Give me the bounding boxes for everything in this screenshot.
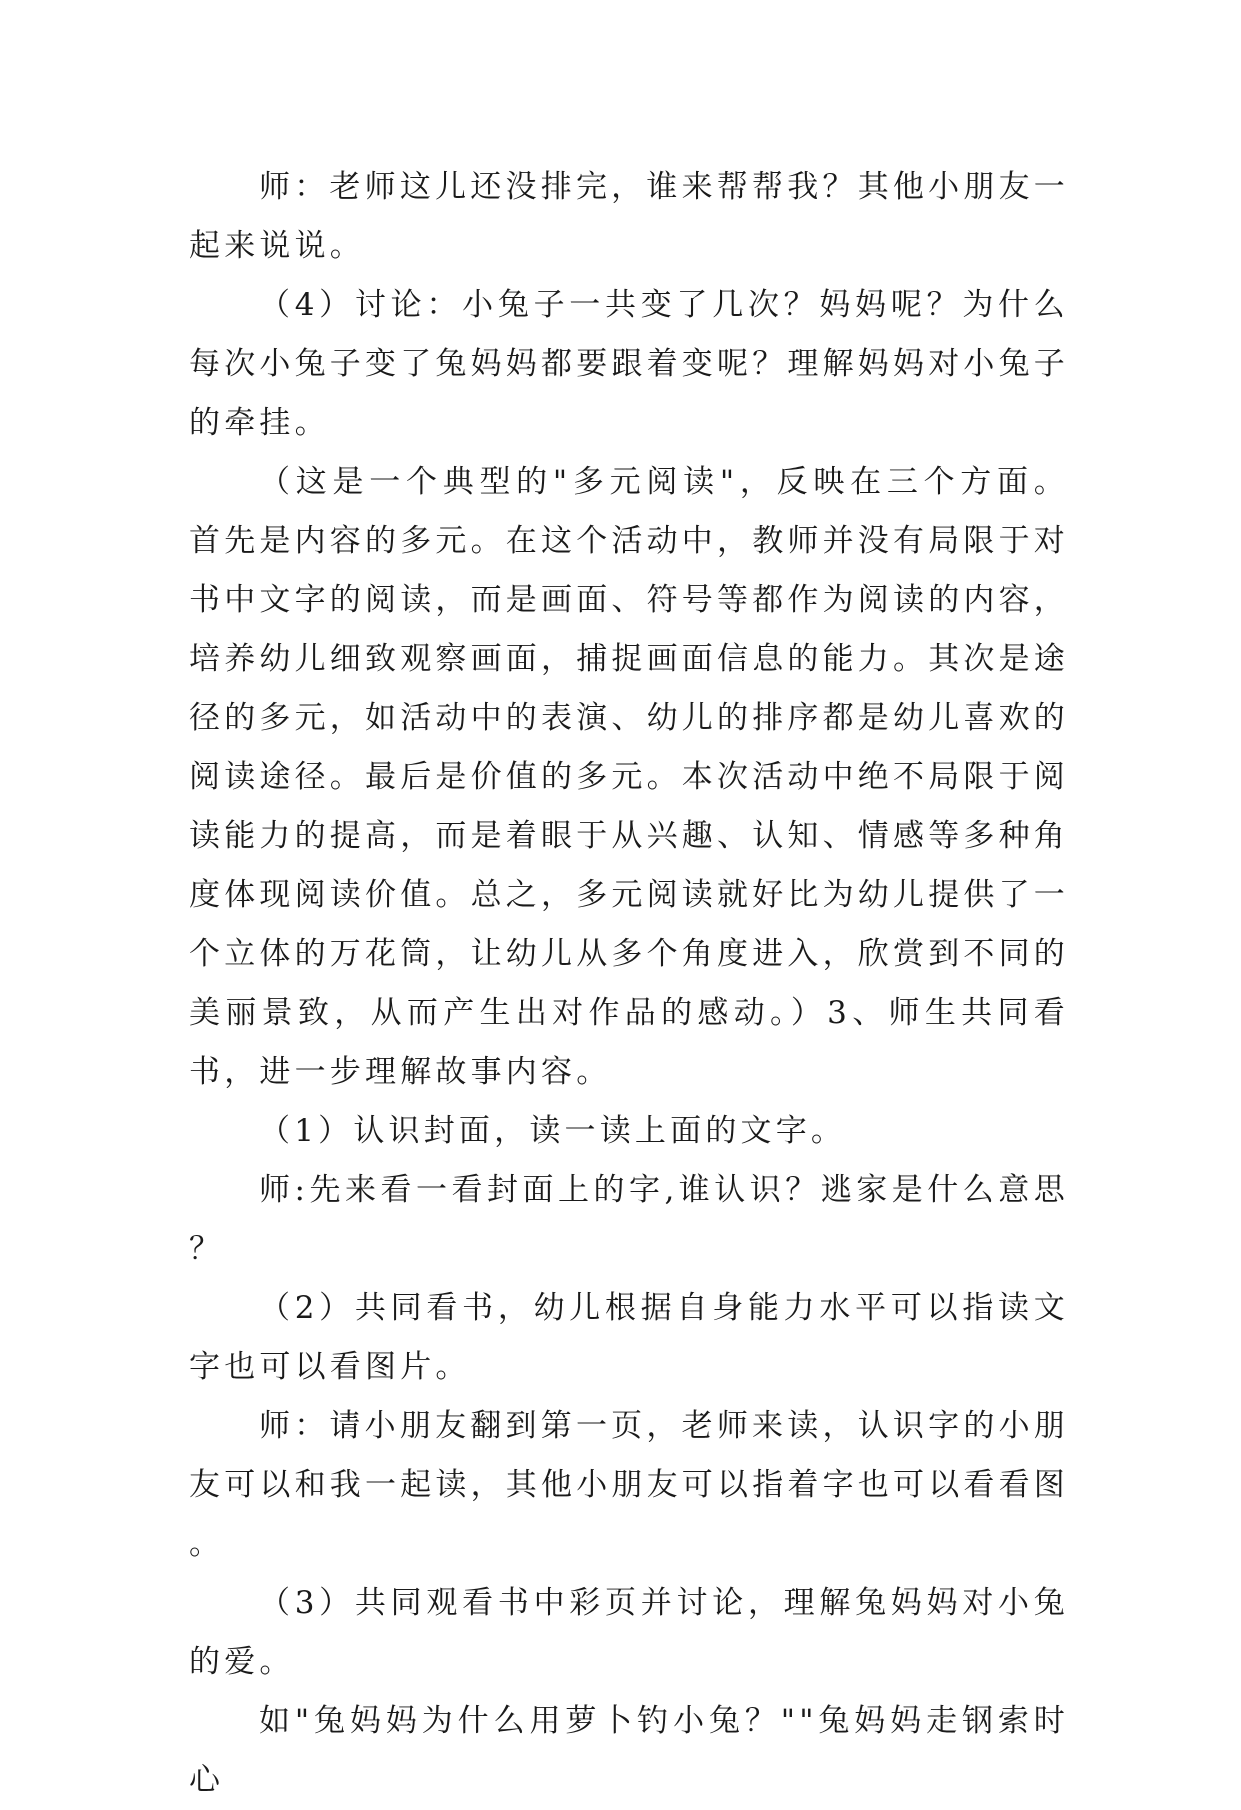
paragraph-teacher-first-page: 师：请小朋友翻到第一页，老师来读，认识字的小朋友可以和我一起读，其他小朋友可以指着字也可以看看图。 [189, 1408, 1069, 1562]
paragraph-example-questions: 如"兔妈妈为什么用萝卜钓小兔？""兔妈妈走钢索时心 [189, 1703, 1069, 1798]
paragraph-step-1-cover: （1）认识封面，读一读上面的文字。 [259, 1113, 847, 1149]
paragraph-discussion-4: （4）讨论：小兔子一共变了几次？妈妈呢？为什么每次小兔子变了兔妈妈都要跟着变呢？理解妈妈对小兔子的牵挂。 [189, 287, 1069, 441]
paragraph-step-2-reading: （2）共同看书，幼儿根据自身能力水平可以指读文字也可以看图片。 [189, 1290, 1069, 1385]
paragraph-step-3-color-pages: （3）共同观看书中彩页并讨论，理解兔妈妈对小兔的爱。 [189, 1585, 1069, 1680]
paragraph-multi-reading-commentary: （这是一个典型的"多元阅读"，反映在三个方面。首先是内容的多元。在这个活动中，教师并没有局限于对书中文字的阅读，而是画面、符号等都作为阅读的内容，培养幼儿细致观察画面，捕捉画面信息的能力。其次是途径的多元，如活动中的表演、幼儿的排序都是幼儿喜欢的阅读途径。最后是价值的多元。本次活动中绝不局限于阅读能力的提高，而是着眼于从兴趣、认知、情感等多种角度体现阅读价值。总之，多元阅读就好比为幼儿提供了一个立体的万花筒，让幼儿从多个角度进入，欣赏到不同的美丽景致，从而产生出对作品的感动。）3、师生共同看书，进一步理解故事内容。 [189, 464, 1069, 1090]
body-text [189, 158, 1069, 1810]
paragraph-teacher-cover-question: 师:先来看一看封面上的字,谁认识？逃家是什么意思？ [189, 1172, 1069, 1267]
paragraph-teacher-asks-help: 师：老师这儿还没排完，谁来帮帮我？其他小朋友一起来说说。 [189, 169, 1069, 264]
